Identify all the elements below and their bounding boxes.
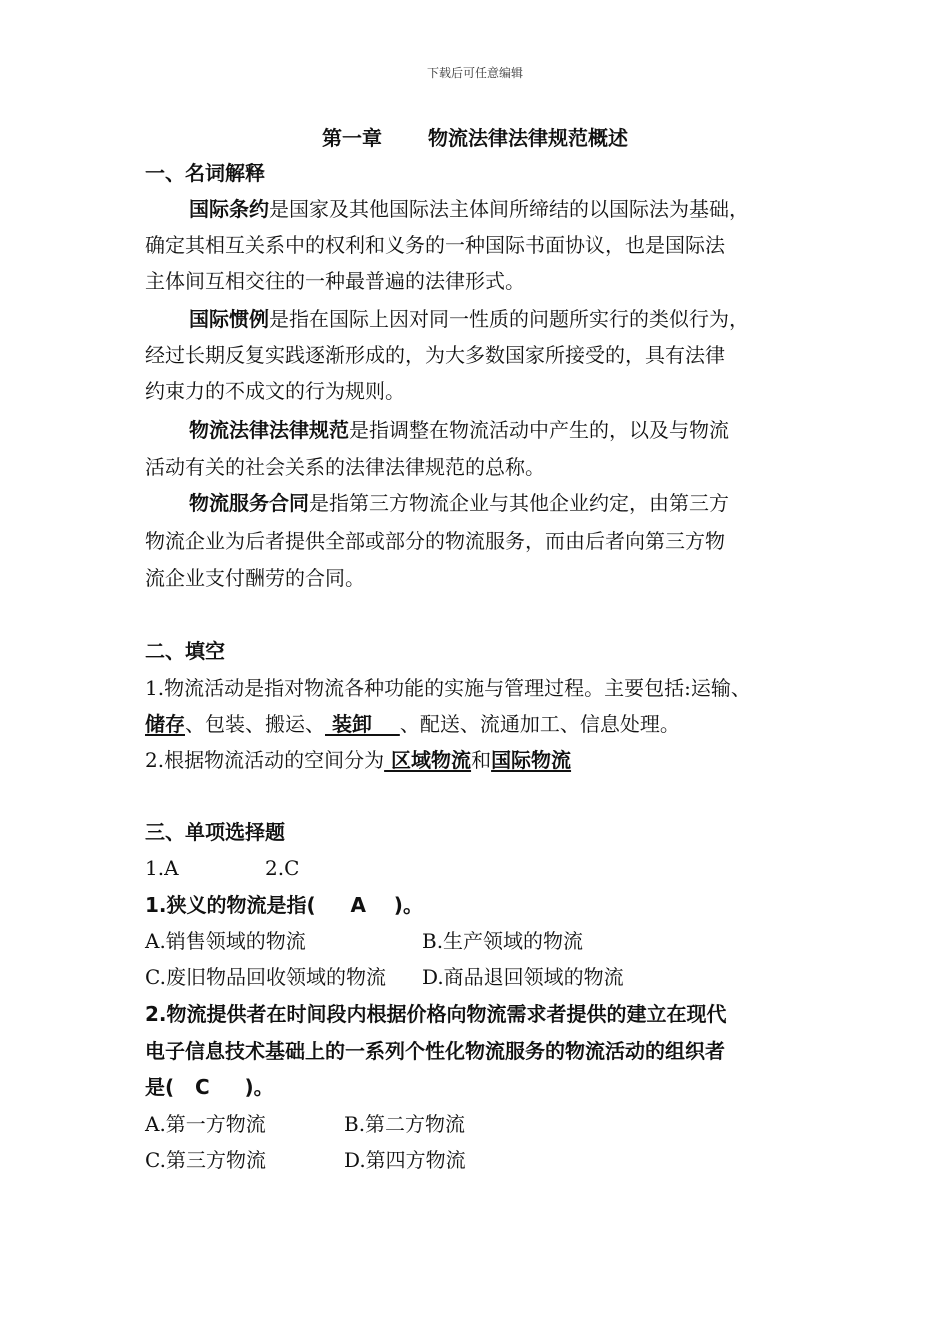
term-treaty: 国际条约 [189,197,269,221]
answer-key [145,856,299,880]
option-2d: D.第四方物流 [344,1148,466,1172]
fill-question-1-line-2: 储存、包装、搬运、 装卸 、配送、流通加工、信息处理。 [145,712,680,736]
choice-question-2-line-3: 是( C )。 [145,1075,274,1099]
page-header: 下载后可任意编辑 [426,66,523,80]
definition-3-line-2: 活动有关的社会关系的法律法律规范的总称。 [145,455,545,479]
option-1d: D.商品退回领域的物流 [422,965,624,989]
answer-key-1: 1.A [145,856,179,880]
option-2c: C.第三方物流 [145,1148,266,1172]
definition-2-line-3: 约束力的不成文的行为规则。 [145,379,405,403]
choice-question-1-options-cd [145,965,624,989]
term-logistics-law: 物流法律法律规范 [189,418,349,442]
fill-answer-international: 国际物流 [491,748,572,772]
definition-2-line-1: 国际惯例是指在国际上因对同一性质的问题所实行的类似行为， [189,307,749,331]
fill-answer-regional: 区域物流 [384,748,472,772]
option-2a: A.第一方物流 [145,1112,266,1136]
choice-question-2-line-2: 电子信息技术基础上的一系列个性化物流服务的物流活动的组织者 [145,1039,725,1063]
option-1a: A.销售领域的物流 [145,929,306,953]
definition-3-line-1: 物流法律法律规范是指调整在物流活动中产生的，以及与物流 [189,418,729,442]
definition-1-line-1: 国际条约是国家及其他国际法主体间所缔结的以国际法为基础， [189,197,749,221]
fill-question-1-line-1: 1.物流活动是指对物流各种功能的实施与管理过程。主要包括:运输、 [145,676,751,700]
choice-question-2-line-1: 2.物流提供者在时间段内根据价格向物流需求者提供的建立在现代 [145,1002,727,1026]
choice-question-2-options-cd [145,1148,466,1172]
definition-4-line-3: 流企业支付酬劳的合同。 [145,566,365,590]
term-service-contract: 物流服务合同 [189,491,309,515]
definition-1-line-3: 主体间互相交往的一种最普遍的法律形式。 [145,269,525,293]
chapter-name: 物流法律法律规范概述 [428,126,628,150]
section-heading-choice: 三、单项选择题 [145,820,285,844]
choice-question-2-options-ab [145,1112,465,1136]
chapter-number: 第一章 [322,126,382,150]
fill-question-2: 2.根据物流活动的空间分为 区域物流和国际物流 [145,748,572,772]
section-heading-terms: 一、名词解释 [145,161,265,185]
definition-4-line-2: 物流企业为后者提供全部或部分的物流服务，而由后者向第三方物 [145,529,725,553]
fill-answer-storage: 储存 [145,712,185,736]
chapter-title [0,122,950,151]
answer-key-2: 2.C [265,856,300,880]
option-2b: B.第二方物流 [344,1112,466,1136]
term-custom: 国际惯例 [189,307,269,331]
section-heading-fill: 二、填空 [145,639,225,663]
choice-question-1-stem: 1.狭义的物流是指( A )。 [145,893,423,917]
choice-question-1-options-ab [145,929,583,953]
definition-4-line-1: 物流服务合同是指第三方物流企业与其他企业约定，由第三方 [189,491,729,515]
option-1c: C.废旧物品回收领域的物流 [145,965,386,989]
definition-2-line-2: 经过长期反复实践逐渐形成的，为大多数国家所接受的，具有法律 [145,343,725,367]
fill-answer-loading: 装卸 [325,712,400,736]
definition-1-line-2: 确定其相互关系中的权利和义务的一种国际书面协议，也是国际法 [145,233,725,257]
option-1b: B.生产领域的物流 [422,929,584,953]
